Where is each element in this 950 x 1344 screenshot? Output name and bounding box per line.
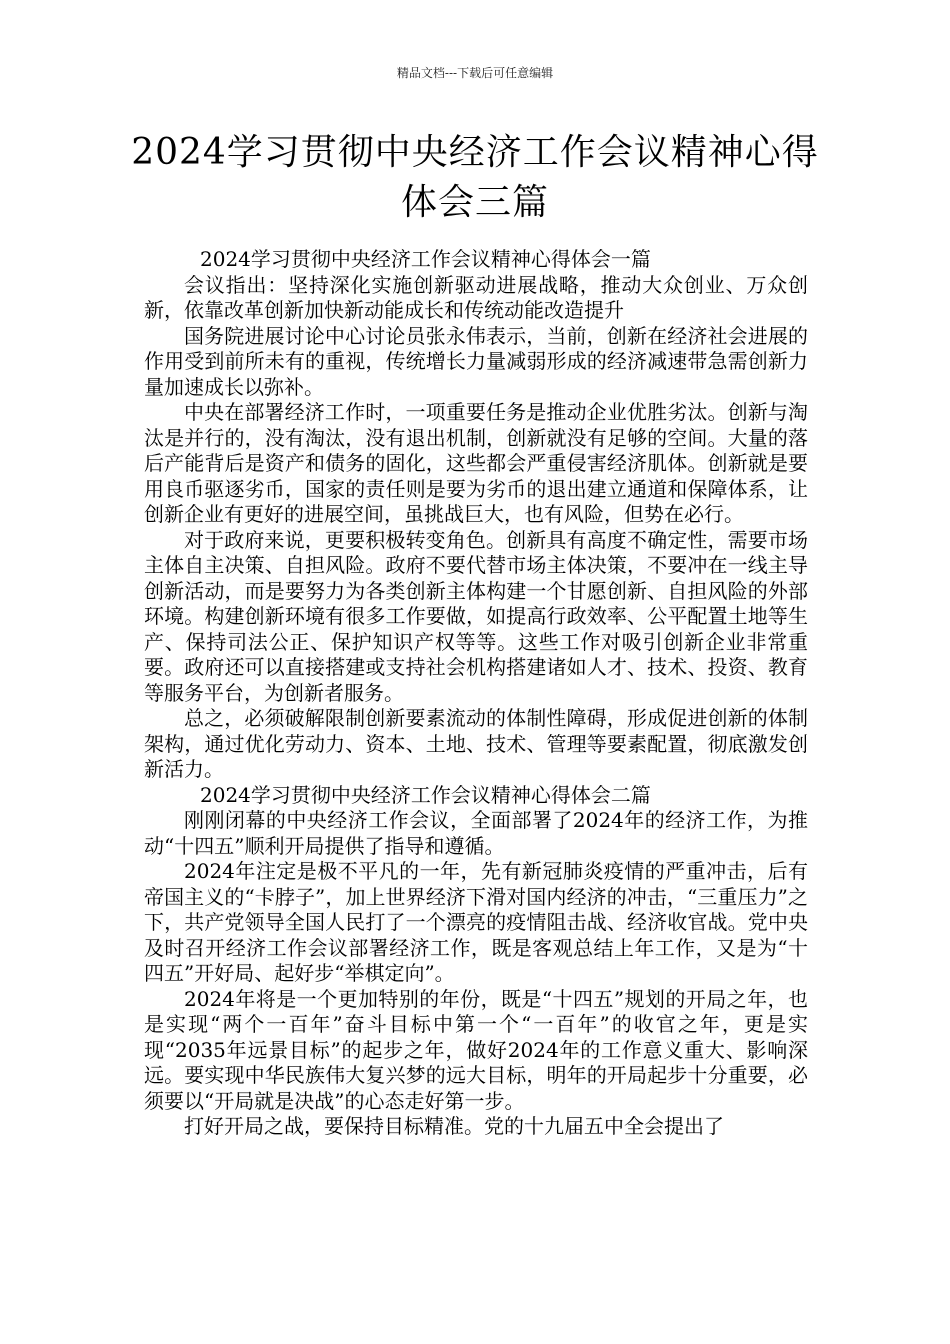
body-paragraph: 总之，必须破解限制创新要素流动的体制性障碍，形成促进创新的体制架构，通过优化劳动力、资本、土地、技术、管理等要素配置，彻底激发创新活力。: [144, 706, 808, 781]
document-body: [144, 247, 808, 1140]
body-paragraph: 中央在部署经济工作时，一项重要任务是推动企业优胜劣汰。创新与淘汰是并行的，没有淘汰，没有退出机制，创新就没有足够的空间。大量的落后产能背后是资产和债务的固化，这些都会严重侵害经济肌体。创新就是要用良币驱逐劣币，国家的责任则是要为劣币的退出建立通道和保障体系，让创新企业有更好的进展空间，虽挑战巨大，也有风险，但势在必行。: [144, 400, 808, 526]
section-heading-2: 2024学习贯彻中央经济工作会议精神心得体会二篇: [200, 782, 651, 807]
page-header-note: 精品文档---下载后可任意编辑: [396, 66, 554, 80]
body-paragraph: 2024年注定是极不平凡的一年，先有新冠肺炎疫情的严重冲击，后有帝国主义的“卡脖子”，加上世界经济下滑对国内经济的冲击，“三重压力”之下，共产党领导全国人民打了一个漂亮的疫情阻击战、经济收官战。党中央及时召开经济工作会议部署经济工作，既是客观总结上年工作，又是为“十四五”开好局、起好步“举棋定向”。: [144, 859, 808, 985]
body-paragraph: 国务院进展讨论中心讨论员张永伟表示，当前，创新在经济社会进展的作用受到前所未有的重视，传统增长力量减弱形成的经济减速带急需创新力量加速成长以弥补。: [144, 323, 808, 399]
document-title: 2024学习贯彻中央经济工作会议精神心得体会三篇: [131, 132, 819, 223]
body-paragraph: 2024年将是一个更加特别的年份，既是“十四五”规划的开局之年，也是实现“两个一百年”奋斗目标中第一个“一百年”的收官之年，更是实现“2035年远景目标”的起步之年，做好2024年的工作意义重大、影响深远。要实现中华民族伟大复兴梦的远大目标，明年的开局起步十分重要，必须要以“开局就是决战”的心态走好第一步。: [144, 986, 808, 1113]
body-paragraph: 对于政府来说，更要积极转变角色。创新具有高度不确定性，需要市场主体自主决策、自担风险。政府不要代替市场主体决策，不要冲在一线主导创新活动，而是要努力为各类创新主体构建一个甘愿创新、自担风险的外部环境。构建创新环境有很多工作要做，如提高行政效率、公平配置土地等生产、保持司法公正、保护知识产权等等。这些工作对吸引创新企业非常重要。政府还可以直接搭建或支持社会机构搭建诸如人才、技术、投资、教育等服务平台，为创新者服务。: [144, 527, 808, 705]
body-paragraph: 刚刚闭幕的中央经济工作会议，全面部署了2024年的经济工作，为推动“十四五”顺利开局提供了指导和遵循。: [144, 808, 808, 858]
body-paragraph: 打好开局之战，要保持目标精准。党的十九届五中全会提出了: [184, 1114, 724, 1138]
section-heading-1: 2024学习贯彻中央经济工作会议精神心得体会一篇: [200, 247, 651, 271]
body-paragraph: 会议指出：坚持深化实施创新驱动进展战略，推动大众创业、万众创新，依靠改革创新加快新动能成长和传统动能改造提升: [144, 272, 808, 322]
